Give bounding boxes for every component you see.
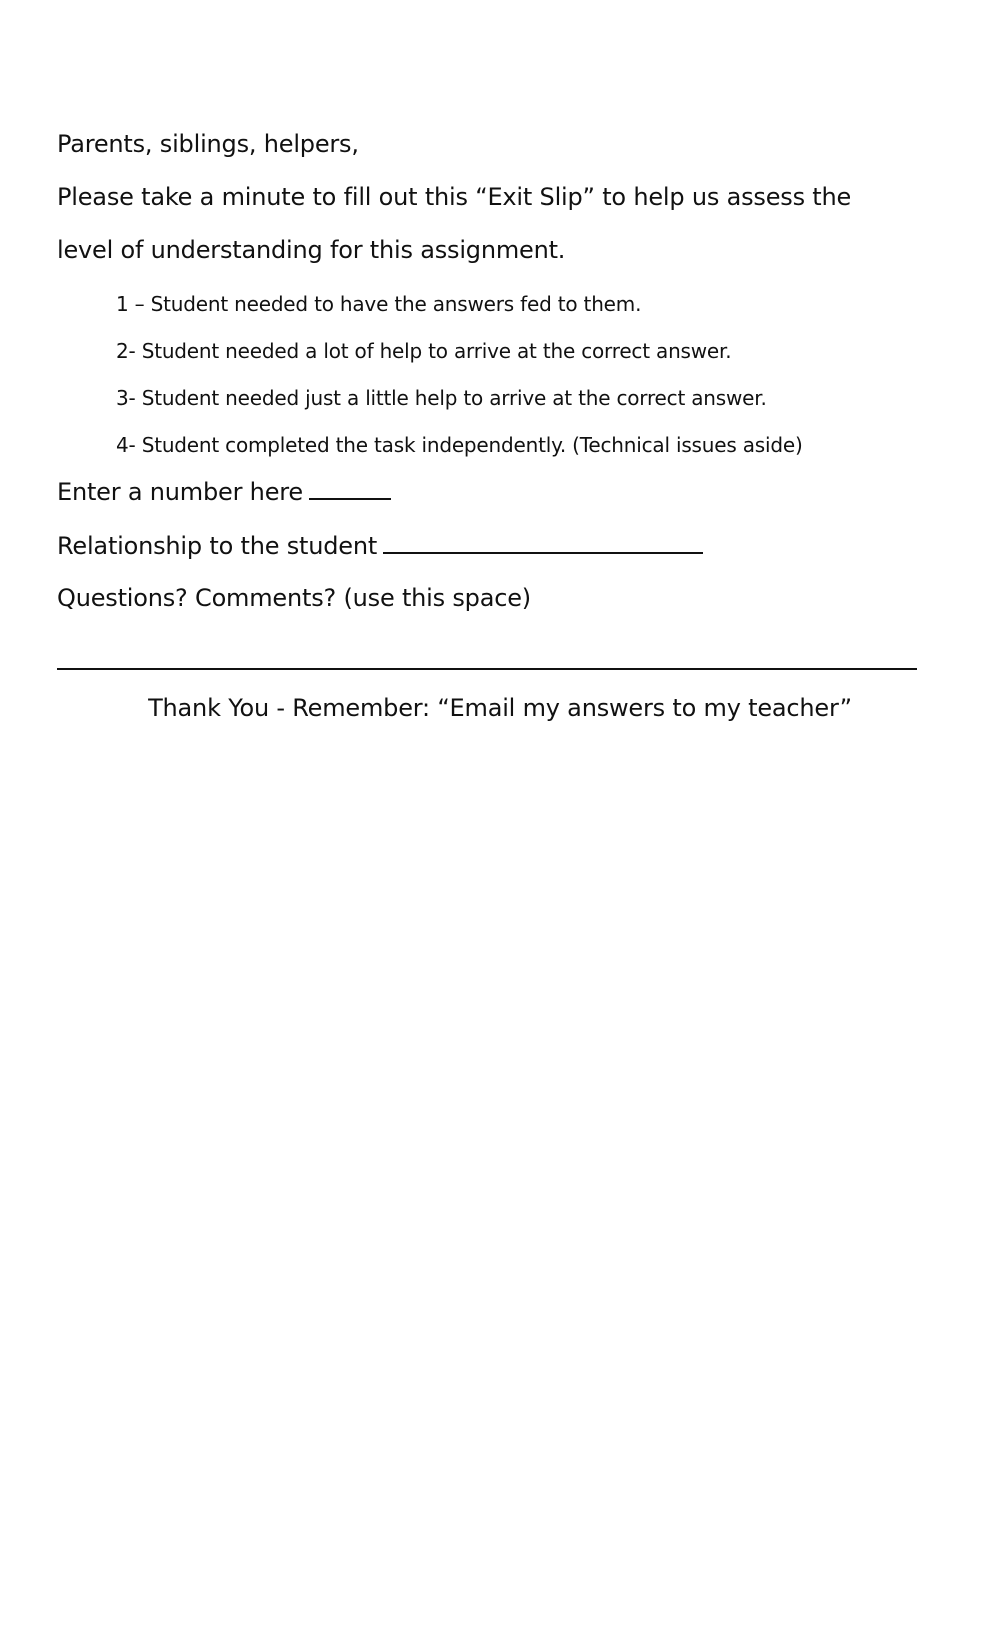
comments-blank[interactable] bbox=[57, 668, 917, 670]
scale-item-3: 3- Student needed just a little help to arrive at the correct answer. bbox=[116, 386, 767, 410]
closing-thanks: Thank You - Remember: “Email my answers to my teacher” bbox=[148, 694, 852, 722]
comments-label: Questions? Comments? (use this space) bbox=[57, 584, 531, 612]
scale-item-1: 1 – Student needed to have the answers fed to them. bbox=[116, 292, 642, 316]
greeting: Parents, siblings, helpers, bbox=[57, 130, 359, 158]
number-blank[interactable] bbox=[309, 476, 391, 500]
relationship-field-label: Relationship to the student bbox=[57, 532, 378, 560]
relationship-field-row bbox=[57, 530, 703, 561]
scale-item-4: 4- Student completed the task independently. (Technical issues aside) bbox=[116, 433, 803, 457]
number-field-label: Enter a number here bbox=[57, 478, 303, 506]
number-field-row bbox=[57, 476, 391, 507]
intro-line-2: level of understanding for this assignment. bbox=[57, 236, 566, 264]
scale-item-2: 2- Student needed a lot of help to arrive at the correct answer. bbox=[116, 339, 732, 363]
intro-line-1: Please take a minute to fill out this “Exit Slip” to help us assess the bbox=[57, 183, 852, 211]
relationship-blank[interactable] bbox=[383, 530, 703, 554]
